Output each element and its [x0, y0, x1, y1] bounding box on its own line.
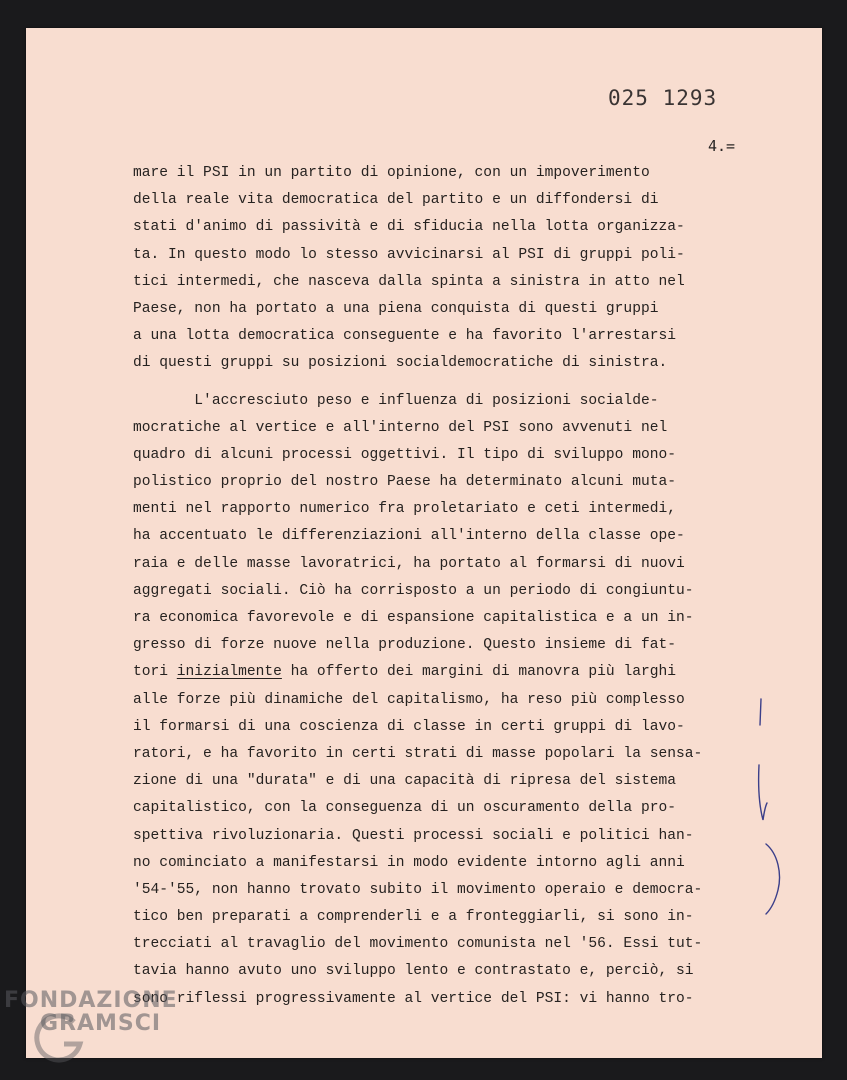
text-line: L'accresciuto peso e influenza di posizioni socialde- [133, 392, 659, 409]
text-line: spettiva rivoluzionaria. Questi processi sociali e politici han- [133, 827, 694, 844]
text-line: tico ben preparati a comprenderli e a fronteggiarli, si sono in- [133, 909, 694, 926]
watermark-line: GRAMSCI [40, 1011, 162, 1036]
text-line: Paese, non ha portato a una piena conquista di questi gruppi [133, 300, 659, 317]
watermark-line: FONDAZIONE [4, 988, 178, 1013]
underlined-word: inizialmente [176, 664, 282, 681]
text-line: zione di una "durata" e di una capacità di ripresa del sistema [133, 773, 676, 790]
text-line: stati d'animo di passività e di sfiducia nella lotta organizza- [133, 219, 685, 236]
text-line: '54-'55, non hanno trovato subito il movimento operaio e democra- [133, 881, 703, 898]
text-line: no cominciato a manifestarsi in modo evidente intorno agli anni [133, 854, 685, 871]
text-line: della reale vita democratica del partito e un diffondersi di [133, 192, 659, 209]
pen-bracket-icon [760, 840, 790, 920]
text-line: menti nel rapporto numerico fra proletariato e ceti intermedi, [133, 501, 676, 518]
pen-margin-mark-icon [745, 695, 775, 835]
gramsci-logo-icon [30, 1010, 90, 1070]
text-line: di questi gruppi su posizioni socialdemocratiche di sinistra. [133, 355, 668, 372]
text-line: capitalistico, con la conseguenza di un oscuramento della pro- [133, 800, 676, 817]
text-line: trecciati al travaglio del movimento comunista nel '56. Essi tut- [133, 936, 703, 953]
text-line: alle forze più dinamiche del capitalismo, ha reso più complesso [133, 691, 685, 708]
text-line: ha accentuato le differenziazioni all'interno della classe ope- [133, 528, 685, 545]
text-line: a una lotta democratica conseguente e ha favorito l'arrestarsi [133, 328, 676, 345]
page-number: 4.= [708, 137, 736, 155]
text-line-underlined [133, 659, 773, 686]
text-line: aggregati sociali. Ciò ha corrisposto a un periodo di congiuntu- [133, 582, 694, 599]
text-line: ratori, e ha favorito in certi strati di masse popolari la sensa- [133, 745, 703, 762]
text-line: ta. In questo modo lo stesso avvicinarsi al PSI di gruppi poli- [133, 246, 685, 263]
text-line: raia e delle masse lavoratrici, ha portato al formarsi di nuovi [133, 555, 685, 572]
text-line: sono riflessi progressivamente al vertice del PSI: vi hanno tro- [133, 990, 694, 1007]
line-segment: tori [133, 664, 177, 681]
text-line: mocratiche al vertice e all'interno del PSI sono avvenuti nel [133, 419, 668, 436]
text-line: tavia hanno avuto uno sviluppo lento e contrastato e, perciò, si [133, 963, 694, 980]
text-line: ra economica favorevole e di espansione capitalistica e a un in- [133, 610, 694, 626]
text-line: mare il PSI in un partito di opinione, con un impoverimento [133, 165, 650, 181]
line-segment: ha offerto dei margini di manovra più larghi [281, 664, 676, 681]
document-body [133, 160, 773, 1013]
text-line: polistico proprio del nostro Paese ha determinato alcuni muta- [133, 474, 676, 491]
text-line: tici intermedi, che nasceva dalla spinta a sinistra in atto nel [133, 273, 685, 290]
text-line: gresso di forze nuove nella produzione. Questo insieme di fat- [133, 637, 676, 654]
text-line: il formarsi di una coscienza di classe in certi gruppi di lavo- [133, 718, 685, 735]
archive-number: 025 1293 [608, 86, 718, 110]
text-line: quadro di alcuni processi oggettivi. Il tipo di sviluppo mono- [133, 446, 676, 463]
